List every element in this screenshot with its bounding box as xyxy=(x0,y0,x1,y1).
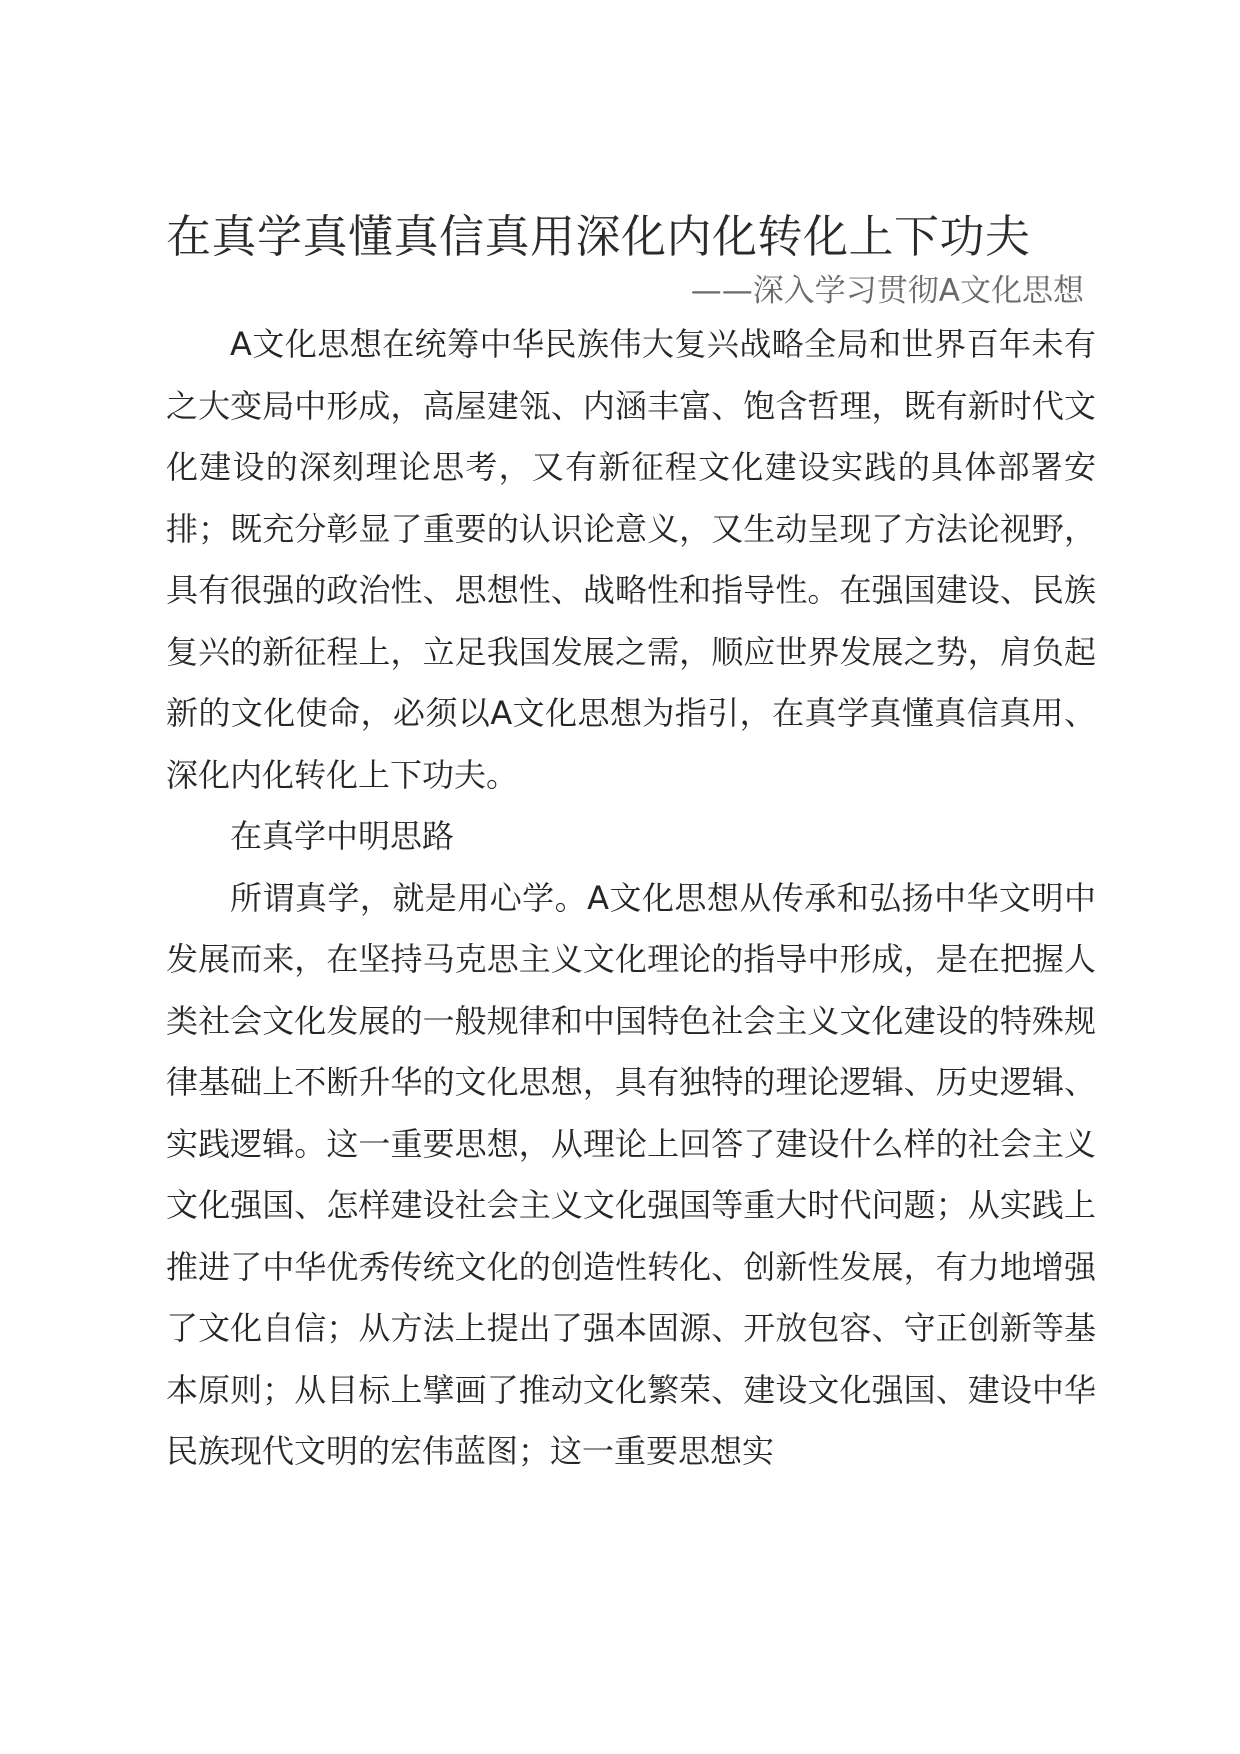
document-title: 在真学真懂真信真用深化内化转化上下功夫 xyxy=(166,210,1031,263)
section-heading: 在真学中明思路 xyxy=(230,817,455,855)
section-paragraph: 所谓真学，就是用心学。A文化思想从传承和弘扬中华文明中发展而来，在坚持马克思主义文化理论的指导中形成，是在把握人类社会文化发展的一般规律和中国特色社会主义文化建设的特殊规律基础上不断升华的文化思想，具有独特的理论逻辑、历史逻辑、实践逻辑。这一重要思想，从理论上回答了建设什么样的社会主义文化强国、怎样建设社会主义文化强国等重大时代问题；从实践上推进了中华优秀传统文化的创造性转化、创新性发展，有力地增强了文化自信；从方法上提出了强本固源、开放包容、守正创新等基本原则；从目标上擘画了推动文化繁荣、建设文化强国、建设中华民族现代文明的宏伟蓝图；这一重要思想实 xyxy=(166,878,1096,1470)
document-subtitle: ——深入学习贯彻A文化思想 xyxy=(690,273,1084,309)
intro-paragraph: A文化思想在统筹中华民族伟大复兴战略全局和世界百年未有之大变局中形成，高屋建瓴、内涵丰富、饱含哲理，既有新时代文化建设的深刻理论思考，又有新征程文化建设实践的具体部署安排；既充分彰显了重要的认识论意义，又生动呈现了方法论视野，具有很强的政治性、思想性、战略性和指导性。在强国建设、民族复兴的新征程上，立足我国发展之需，顺应世界发展之势，肩负起新的文化使命，必须以A文化思想为指引，在真学真懂真信真用、深化内化转化上下功夫。 xyxy=(166,325,1096,794)
document-page xyxy=(166,206,1096,1483)
